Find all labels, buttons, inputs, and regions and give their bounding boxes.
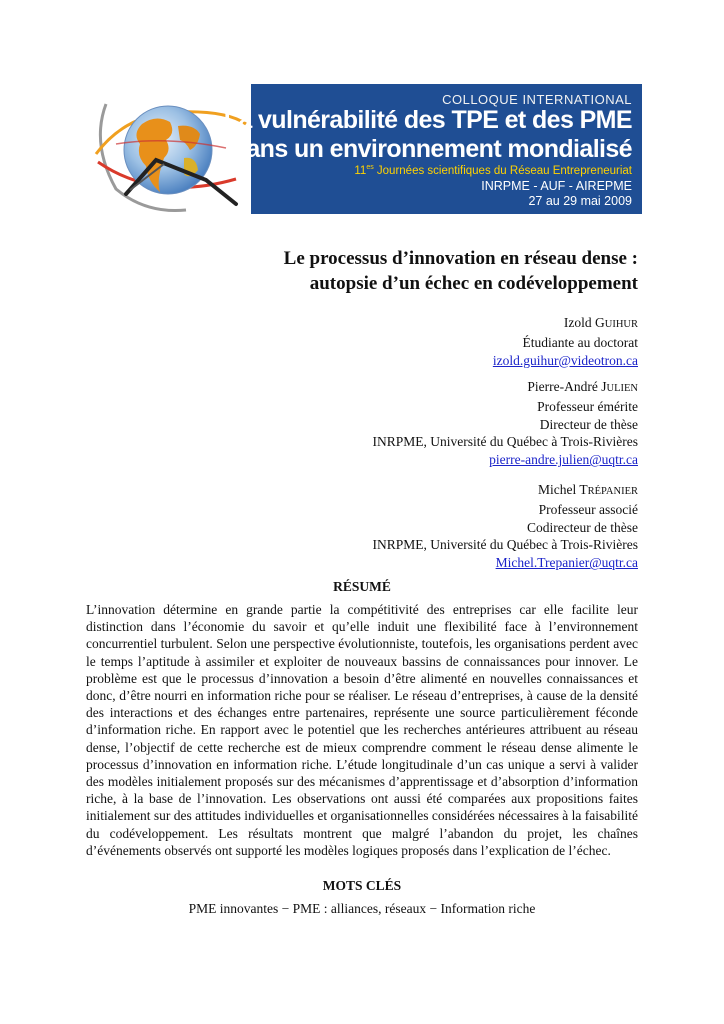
author-block xyxy=(373,378,638,469)
conference-header xyxy=(86,84,642,216)
banner-colloque: COLLOQUE INTERNATIONAL xyxy=(442,92,632,107)
abstract-text: L’innovation détermine en grande partie la compétitivité des entreprises car elle facilite leur distinction dans l’économie du savoir et qu’elle induit une flexibilité face à l’environnement concurrentiel turbulent. Selon une perspective évolutionniste, toutefois, les organisations perdent avec le temps l’aptitude à assimiler et exploiter de nouveaux bassins de connaissances pour innover. Le problème est que le processus d’innovation a besoin d’être alimenté en nouvelles connaissances et donc, d’être nourri en information riche pour se réaliser. Le réseau d’entreprises, à cause de la densité des interactions et des échanges entre partenaires, représente une source particulièrement féconde d’information riche. En rapport avec le potentiel que les recherches antérieures attribuent au réseau dense, l’objectif de cette recherche est de mieux comprendre comment le réseau dense alimente le processus d’innovation en information riche. L’étude longitudinale d’un cas unique a servi à valider des modèles initialement proposés sur des mécanismes d’apprentissage et d’absorption d’information riche, à la base de l’innovation. Les observations ont aussi été comparées aux propositions faites initialement sur des attitudes individuelles et organisationnelles considérées nécessaires à la faisabilité du codéveloppement. Les résultats montrent que malgré l’abandon du projet, les chaînes d’événements observés ont supporté les modèles logiques proposés dans l’explication de l’échec. xyxy=(86,602,638,858)
author-name xyxy=(373,378,638,398)
author-role: Directeur de thèse xyxy=(539,416,638,432)
banner-title-line1: La vulnérabilité des TPE et des PME xyxy=(223,106,632,134)
author-block xyxy=(493,314,638,369)
journees-text: Journées scientifiques du Réseau Entrepreneuriat xyxy=(373,164,632,177)
paper-title xyxy=(284,246,638,296)
author-role: Étudiante au doctorat xyxy=(522,334,638,350)
paper-title-line2: autopsie d’un échec en codéveloppement xyxy=(309,273,638,294)
author-first-name: Pierre-André xyxy=(527,379,602,394)
author-email-link[interactable]: Michel.Trepanier@uqtr.ca xyxy=(495,555,638,571)
author-first-name: Michel xyxy=(538,482,580,497)
author-last-initial: G xyxy=(595,315,605,330)
keywords-line: PME innovantes − PME : alliances, réseaux − Information riche xyxy=(188,901,536,916)
author-role: Codirecteur de thèse xyxy=(527,519,638,535)
author-last-name: RÉPANIER xyxy=(587,486,638,497)
author-last-name: UIHUR xyxy=(604,319,638,330)
author-name xyxy=(373,481,638,501)
author-name xyxy=(493,314,638,334)
journees-ordinal: es xyxy=(366,164,374,171)
abstract-heading: RÉSUMÉ xyxy=(333,579,391,594)
keywords-heading: MOTS CLÉS xyxy=(322,878,402,893)
author-email-link[interactable]: pierre-andre.julien@uqtr.ca xyxy=(489,452,638,468)
author-email-link[interactable]: izold.guihur@videotron.ca xyxy=(492,352,638,368)
author-role: Professeur associé xyxy=(538,501,638,517)
author-affiliation: INRPME, Université du Québec à Trois-Rivières xyxy=(372,434,638,450)
author-last-initial: J xyxy=(601,379,607,394)
author-last-initial: T xyxy=(579,482,588,497)
author-role: Professeur émérite xyxy=(537,398,638,414)
author-first-name: Izold xyxy=(563,315,595,330)
journees-number: 11 xyxy=(354,164,367,177)
banner-organizations: INRPME - AUF - AIREPME xyxy=(481,179,632,193)
conference-banner xyxy=(223,84,642,214)
banner-journees xyxy=(354,164,632,177)
author-block xyxy=(373,481,638,572)
banner-dates: 27 au 29 mai 2009 xyxy=(528,194,632,208)
banner-title-line2: dans un environnement mondialisé xyxy=(231,135,632,163)
paper-title-line1: Le processus d’innovation en réseau dense : xyxy=(283,248,638,269)
author-last-name: ULIEN xyxy=(606,383,638,394)
globe-logo xyxy=(86,84,254,216)
author-affiliation: INRPME, Université du Québec à Trois-Rivières xyxy=(372,537,638,553)
